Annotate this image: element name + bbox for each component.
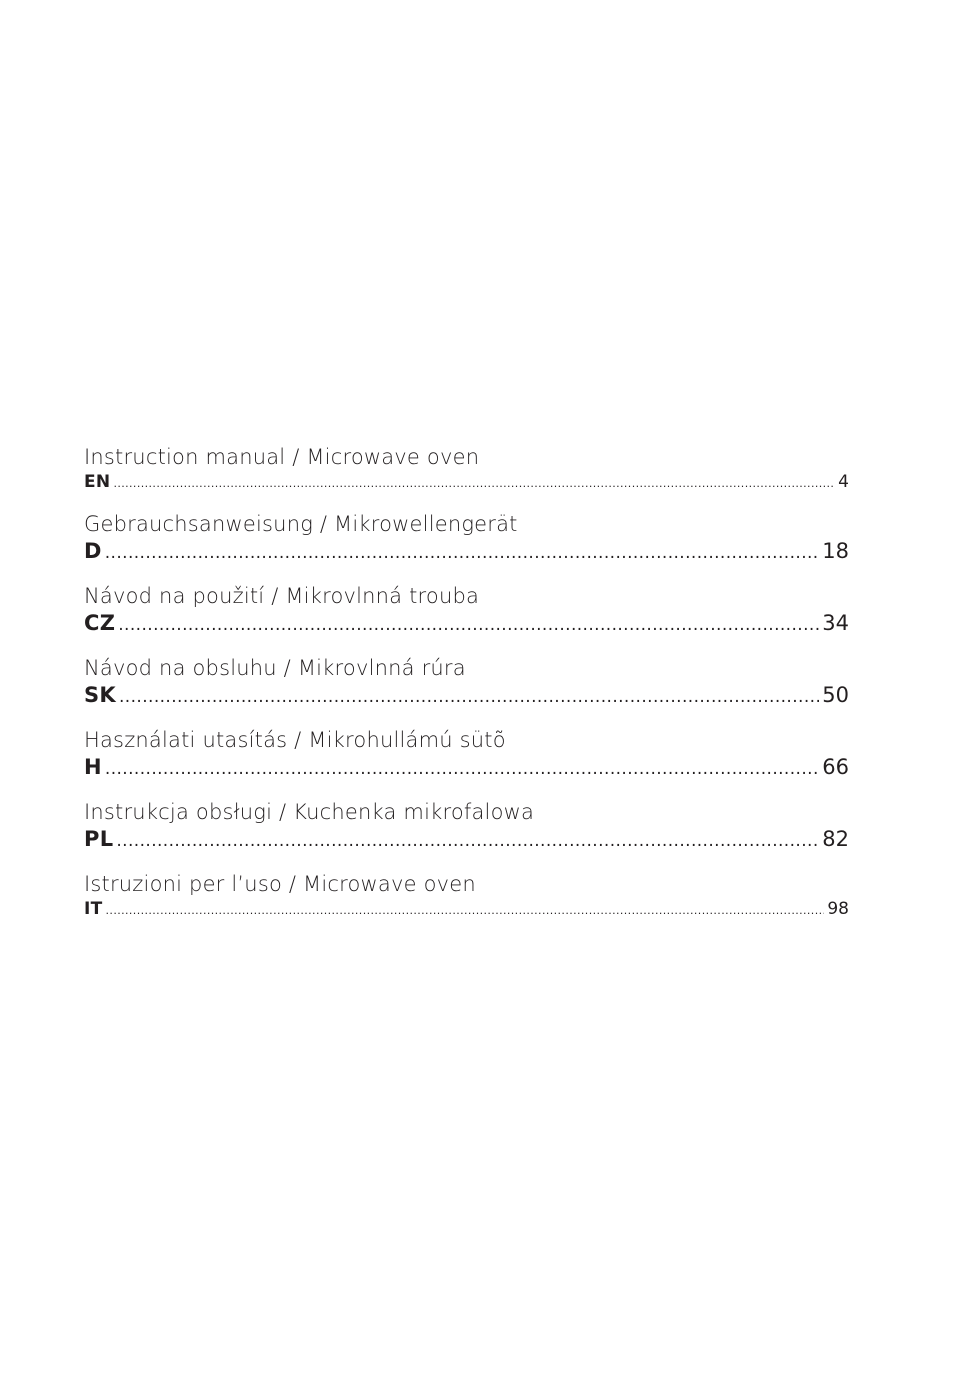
page-number: 98: [827, 899, 849, 919]
dot-leader: [119, 684, 819, 710]
page-number: 50: [822, 683, 849, 707]
toc-entry-line: [84, 898, 849, 922]
language-code: SK: [84, 683, 116, 707]
toc-entry-title: Instrukcja obsługi / Kuchenka mikrofalowa: [84, 800, 535, 824]
toc-entry-title: Návod na použití / Mikrovlnná trouba: [84, 584, 480, 608]
toc-entry-line: [84, 538, 849, 566]
toc-entry-line: [84, 826, 849, 854]
toc-entry-en[interactable]: [84, 443, 849, 495]
language-code: IT: [84, 899, 103, 919]
language-code: PL: [84, 827, 114, 851]
dot-leader: [105, 540, 820, 566]
toc-entry-title: Használati utasítás / Mikrohullámú sütõ: [84, 728, 506, 752]
page-number: 4: [838, 472, 849, 492]
toc-entry-sk[interactable]: [84, 654, 849, 710]
dot-leader: [118, 612, 819, 638]
toc-entry-title: Istruzioni per l’uso / Microwave oven: [84, 872, 476, 896]
toc-entry-title: Gebrauchsanweisung / Mikrowellengerät: [84, 512, 518, 536]
toc-entry-title: Instruction manual / Microwave oven: [84, 445, 480, 469]
language-code: H: [84, 755, 102, 779]
toc-entry-h[interactable]: [84, 726, 849, 782]
toc-entry-line: [84, 471, 849, 495]
toc-entry-line: [84, 754, 849, 782]
toc-entry-it[interactable]: [84, 870, 849, 922]
page-number: 34: [822, 611, 849, 635]
language-code: D: [84, 539, 102, 563]
toc-entry-title: Návod na obsluhu / Mikrovlnná rúra: [84, 656, 466, 680]
page-number: 82: [822, 827, 849, 851]
page-number: 18: [822, 539, 849, 563]
toc-entry-line: [84, 682, 849, 710]
language-code: CZ: [84, 611, 116, 635]
toc-entry-cz[interactable]: [84, 582, 849, 638]
dot-leader: [116, 828, 819, 854]
toc-entry-line: [84, 610, 849, 638]
dot-leader: [113, 473, 835, 495]
page-number: 66: [822, 755, 849, 779]
table-of-contents: [84, 443, 849, 922]
toc-entry-pl[interactable]: [84, 798, 849, 854]
toc-entry-d[interactable]: [84, 510, 849, 566]
dot-leader: [105, 756, 819, 782]
dot-leader: [106, 900, 825, 922]
language-code: EN: [84, 472, 111, 492]
